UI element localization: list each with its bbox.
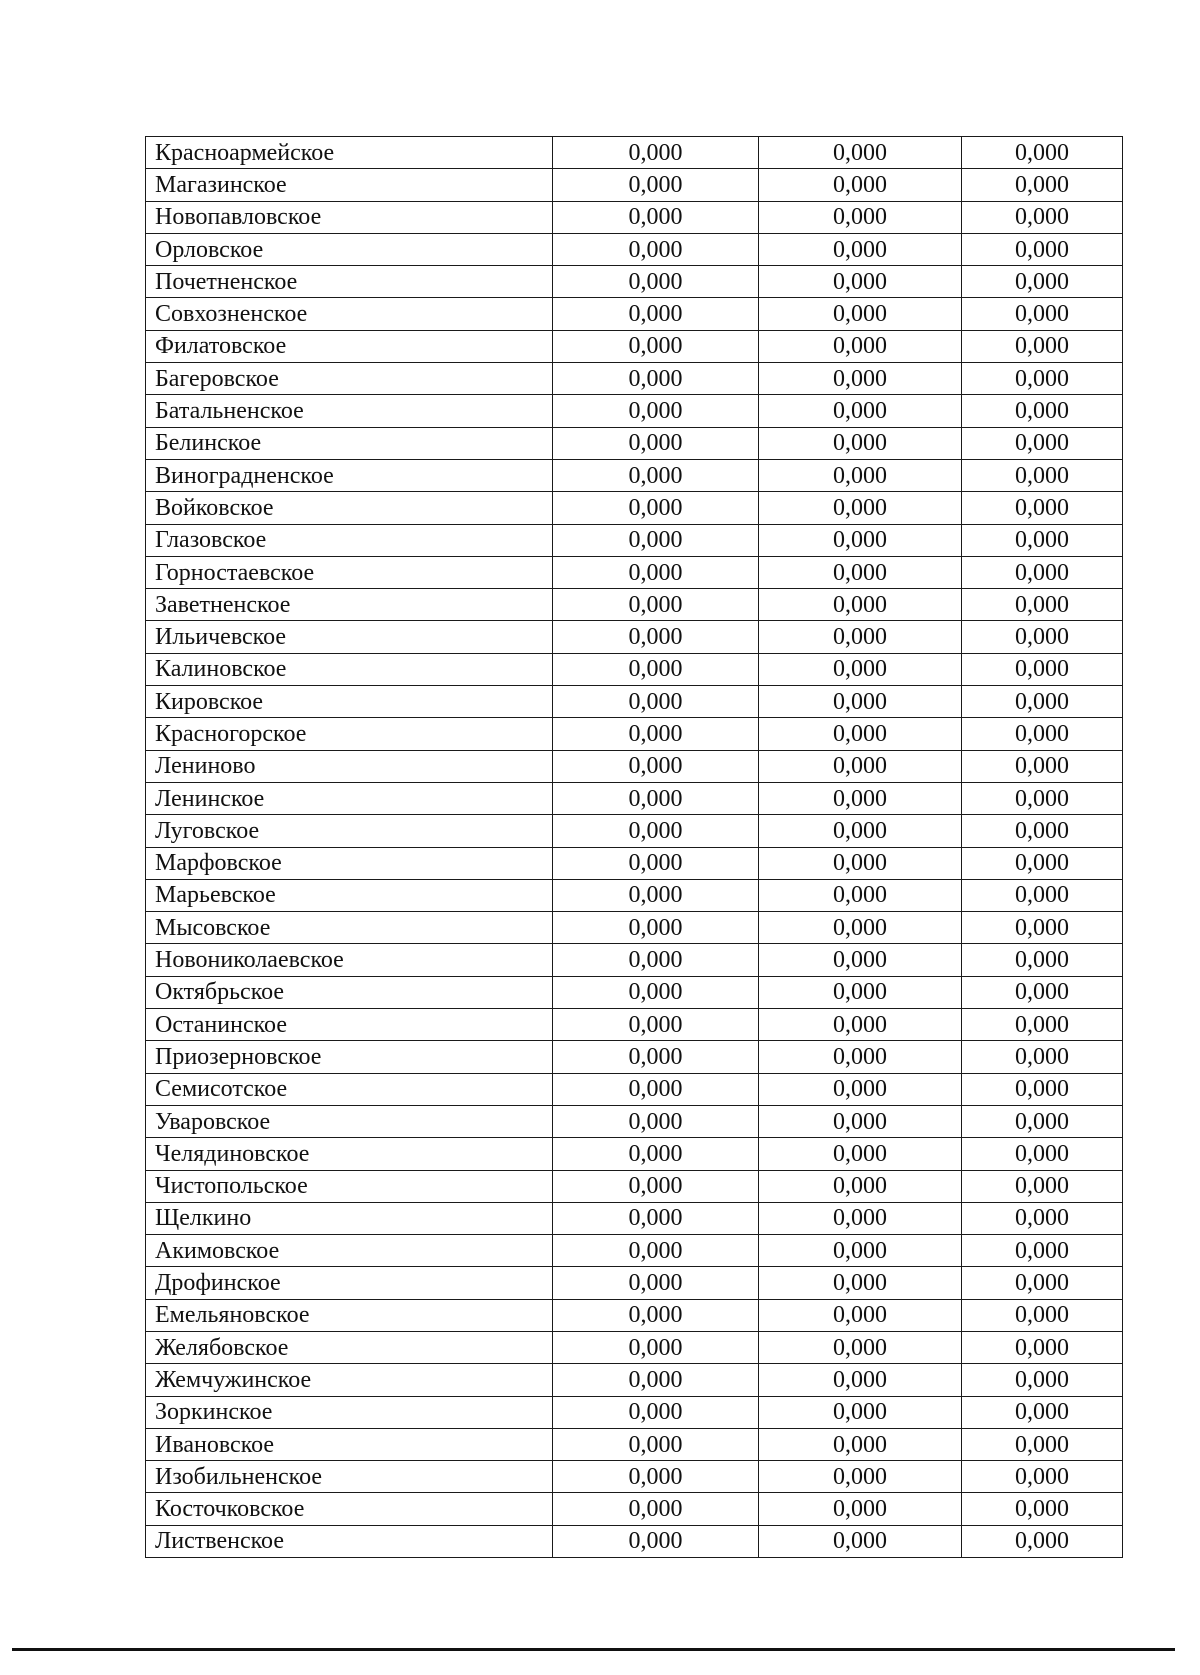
value-cell-2: 0,000 — [759, 1331, 962, 1363]
value-cell-1: 0,000 — [553, 266, 759, 298]
value-cell-2: 0,000 — [759, 976, 962, 1008]
settlement-name-cell: Семисотское — [146, 1073, 553, 1105]
value-cell-2: 0,000 — [759, 1396, 962, 1428]
value-cell-2: 0,000 — [759, 1202, 962, 1234]
value-cell-1: 0,000 — [553, 1235, 759, 1267]
table-row — [146, 137, 1123, 169]
table-row — [146, 1299, 1123, 1331]
value-cell-3: 0,000 — [962, 233, 1123, 265]
value-cell-3: 0,000 — [962, 1461, 1123, 1493]
value-cell-3: 0,000 — [962, 1331, 1123, 1363]
settlement-name-cell: Жемчужинское — [146, 1364, 553, 1396]
value-cell-2: 0,000 — [759, 1461, 962, 1493]
value-cell-3: 0,000 — [962, 1105, 1123, 1137]
value-cell-2: 0,000 — [759, 1428, 962, 1460]
table-row — [146, 492, 1123, 524]
value-cell-1: 0,000 — [553, 1396, 759, 1428]
value-cell-3: 0,000 — [962, 912, 1123, 944]
table-row — [146, 1493, 1123, 1525]
settlement-name-cell: Филатовское — [146, 330, 553, 362]
settlement-name-cell: Почетненское — [146, 266, 553, 298]
table-row — [146, 1461, 1123, 1493]
value-cell-1: 0,000 — [553, 524, 759, 556]
table-body — [146, 137, 1123, 1558]
settlement-name-cell: Челядиновское — [146, 1138, 553, 1170]
value-cell-1: 0,000 — [553, 1138, 759, 1170]
value-cell-3: 0,000 — [962, 944, 1123, 976]
value-cell-1: 0,000 — [553, 782, 759, 814]
table-row — [146, 395, 1123, 427]
value-cell-2: 0,000 — [759, 233, 962, 265]
settlement-name-cell: Магазинское — [146, 169, 553, 201]
value-cell-1: 0,000 — [553, 363, 759, 395]
settlement-name-cell: Батальненское — [146, 395, 553, 427]
value-cell-3: 0,000 — [962, 266, 1123, 298]
table-row — [146, 782, 1123, 814]
value-cell-3: 0,000 — [962, 976, 1123, 1008]
table-row — [146, 1105, 1123, 1137]
value-cell-1: 0,000 — [553, 492, 759, 524]
value-cell-2: 0,000 — [759, 653, 962, 685]
value-cell-3: 0,000 — [962, 1493, 1123, 1525]
settlement-name-cell: Лиственское — [146, 1525, 553, 1557]
settlement-name-cell: Останинское — [146, 1009, 553, 1041]
value-cell-3: 0,000 — [962, 395, 1123, 427]
settlement-name-cell: Горностаевское — [146, 556, 553, 588]
value-cell-1: 0,000 — [553, 815, 759, 847]
value-cell-3: 0,000 — [962, 686, 1123, 718]
value-cell-1: 0,000 — [553, 395, 759, 427]
table-row — [146, 718, 1123, 750]
settlement-name-cell: Кировское — [146, 686, 553, 718]
settlement-name-cell: Чистопольское — [146, 1170, 553, 1202]
value-cell-1: 0,000 — [553, 233, 759, 265]
value-cell-3: 0,000 — [962, 524, 1123, 556]
table-row — [146, 1009, 1123, 1041]
value-cell-2: 0,000 — [759, 879, 962, 911]
value-cell-1: 0,000 — [553, 1299, 759, 1331]
settlements-table — [145, 136, 1123, 1558]
settlement-name-cell: Приозерновское — [146, 1041, 553, 1073]
table-row — [146, 912, 1123, 944]
value-cell-3: 0,000 — [962, 782, 1123, 814]
settlement-name-cell: Орловское — [146, 233, 553, 265]
table-row — [146, 1041, 1123, 1073]
table-row — [146, 233, 1123, 265]
table-row — [146, 1396, 1123, 1428]
value-cell-1: 0,000 — [553, 1009, 759, 1041]
value-cell-3: 0,000 — [962, 815, 1123, 847]
value-cell-2: 0,000 — [759, 1138, 962, 1170]
value-cell-3: 0,000 — [962, 879, 1123, 911]
value-cell-1: 0,000 — [553, 718, 759, 750]
value-cell-1: 0,000 — [553, 1331, 759, 1363]
settlement-name-cell: Войковское — [146, 492, 553, 524]
value-cell-1: 0,000 — [553, 330, 759, 362]
table-row — [146, 847, 1123, 879]
value-cell-3: 0,000 — [962, 137, 1123, 169]
value-cell-3: 0,000 — [962, 589, 1123, 621]
value-cell-3: 0,000 — [962, 1267, 1123, 1299]
table-row — [146, 1073, 1123, 1105]
table-row — [146, 556, 1123, 588]
value-cell-1: 0,000 — [553, 653, 759, 685]
settlement-name-cell: Виноградненское — [146, 459, 553, 491]
value-cell-2: 0,000 — [759, 944, 962, 976]
settlement-name-cell: Уваровское — [146, 1105, 553, 1137]
settlement-name-cell: Изобильненское — [146, 1461, 553, 1493]
value-cell-1: 0,000 — [553, 1202, 759, 1234]
table-row — [146, 1235, 1123, 1267]
value-cell-2: 0,000 — [759, 621, 962, 653]
settlement-name-cell: Акимовское — [146, 1235, 553, 1267]
table-row — [146, 1428, 1123, 1460]
table-row — [146, 459, 1123, 491]
settlement-name-cell: Косточковское — [146, 1493, 553, 1525]
value-cell-1: 0,000 — [553, 201, 759, 233]
table-row — [146, 363, 1123, 395]
value-cell-3: 0,000 — [962, 718, 1123, 750]
table-row — [146, 169, 1123, 201]
value-cell-1: 0,000 — [553, 459, 759, 491]
settlement-name-cell: Мысовское — [146, 912, 553, 944]
value-cell-2: 0,000 — [759, 298, 962, 330]
settlement-name-cell: Красногорское — [146, 718, 553, 750]
value-cell-1: 0,000 — [553, 1461, 759, 1493]
value-cell-2: 0,000 — [759, 782, 962, 814]
value-cell-3: 0,000 — [962, 1073, 1123, 1105]
table-row — [146, 1331, 1123, 1363]
table-row — [146, 201, 1123, 233]
value-cell-1: 0,000 — [553, 137, 759, 169]
value-cell-2: 0,000 — [759, 330, 962, 362]
value-cell-2: 0,000 — [759, 718, 962, 750]
value-cell-2: 0,000 — [759, 266, 962, 298]
settlement-name-cell: Глазовское — [146, 524, 553, 556]
value-cell-3: 0,000 — [962, 363, 1123, 395]
value-cell-1: 0,000 — [553, 944, 759, 976]
value-cell-2: 0,000 — [759, 589, 962, 621]
table-row — [146, 1138, 1123, 1170]
value-cell-2: 0,000 — [759, 1267, 962, 1299]
value-cell-1: 0,000 — [553, 976, 759, 1008]
value-cell-1: 0,000 — [553, 1428, 759, 1460]
value-cell-1: 0,000 — [553, 912, 759, 944]
value-cell-1: 0,000 — [553, 1364, 759, 1396]
value-cell-2: 0,000 — [759, 556, 962, 588]
value-cell-2: 0,000 — [759, 201, 962, 233]
value-cell-1: 0,000 — [553, 1073, 759, 1105]
settlement-name-cell: Ивановское — [146, 1428, 553, 1460]
table-row — [146, 298, 1123, 330]
settlement-name-cell: Белинское — [146, 427, 553, 459]
value-cell-2: 0,000 — [759, 1009, 962, 1041]
value-cell-3: 0,000 — [962, 1428, 1123, 1460]
value-cell-2: 0,000 — [759, 363, 962, 395]
value-cell-2: 0,000 — [759, 427, 962, 459]
page-bottom-rule — [12, 1648, 1175, 1651]
settlement-name-cell: Ильичевское — [146, 621, 553, 653]
value-cell-2: 0,000 — [759, 912, 962, 944]
value-cell-3: 0,000 — [962, 847, 1123, 879]
settlement-name-cell: Емельяновское — [146, 1299, 553, 1331]
value-cell-2: 0,000 — [759, 1073, 962, 1105]
value-cell-2: 0,000 — [759, 1170, 962, 1202]
settlement-name-cell: Щелкино — [146, 1202, 553, 1234]
settlement-name-cell: Желябовское — [146, 1331, 553, 1363]
value-cell-1: 0,000 — [553, 879, 759, 911]
value-cell-1: 0,000 — [553, 1105, 759, 1137]
value-cell-2: 0,000 — [759, 137, 962, 169]
table-row — [146, 686, 1123, 718]
settlement-name-cell: Красноармейское — [146, 137, 553, 169]
value-cell-2: 0,000 — [759, 847, 962, 879]
value-cell-3: 0,000 — [962, 750, 1123, 782]
table-row — [146, 976, 1123, 1008]
value-cell-1: 0,000 — [553, 621, 759, 653]
table-row — [146, 524, 1123, 556]
settlement-name-cell: Ленинское — [146, 782, 553, 814]
table-row — [146, 266, 1123, 298]
table-row — [146, 621, 1123, 653]
value-cell-3: 0,000 — [962, 1235, 1123, 1267]
value-cell-2: 0,000 — [759, 1105, 962, 1137]
settlement-name-cell: Новониколаевское — [146, 944, 553, 976]
value-cell-2: 0,000 — [759, 1041, 962, 1073]
value-cell-2: 0,000 — [759, 459, 962, 491]
value-cell-3: 0,000 — [962, 492, 1123, 524]
table-row — [146, 427, 1123, 459]
value-cell-3: 0,000 — [962, 427, 1123, 459]
value-cell-1: 0,000 — [553, 556, 759, 588]
value-cell-2: 0,000 — [759, 524, 962, 556]
value-cell-2: 0,000 — [759, 1525, 962, 1557]
value-cell-2: 0,000 — [759, 395, 962, 427]
table-row — [146, 653, 1123, 685]
value-cell-2: 0,000 — [759, 686, 962, 718]
value-cell-3: 0,000 — [962, 556, 1123, 588]
value-cell-3: 0,000 — [962, 1299, 1123, 1331]
value-cell-1: 0,000 — [553, 169, 759, 201]
value-cell-1: 0,000 — [553, 750, 759, 782]
value-cell-1: 0,000 — [553, 1525, 759, 1557]
table-row — [146, 815, 1123, 847]
value-cell-3: 0,000 — [962, 459, 1123, 491]
settlement-name-cell: Дрофинское — [146, 1267, 553, 1299]
settlement-name-cell: Марьевское — [146, 879, 553, 911]
value-cell-3: 0,000 — [962, 1170, 1123, 1202]
value-cell-1: 0,000 — [553, 847, 759, 879]
value-cell-3: 0,000 — [962, 653, 1123, 685]
settlement-name-cell: Зоркинское — [146, 1396, 553, 1428]
value-cell-2: 0,000 — [759, 169, 962, 201]
value-cell-3: 0,000 — [962, 201, 1123, 233]
settlement-name-cell: Заветненское — [146, 589, 553, 621]
value-cell-3: 0,000 — [962, 1009, 1123, 1041]
value-cell-2: 0,000 — [759, 1299, 962, 1331]
value-cell-3: 0,000 — [962, 621, 1123, 653]
settlement-name-cell: Совхозненское — [146, 298, 553, 330]
table-row — [146, 1202, 1123, 1234]
value-cell-3: 0,000 — [962, 1041, 1123, 1073]
value-cell-3: 0,000 — [962, 1138, 1123, 1170]
value-cell-1: 0,000 — [553, 1267, 759, 1299]
settlement-name-cell: Калиновское — [146, 653, 553, 685]
settlement-name-cell: Октябрьское — [146, 976, 553, 1008]
value-cell-1: 0,000 — [553, 686, 759, 718]
table-row — [146, 1267, 1123, 1299]
value-cell-1: 0,000 — [553, 1170, 759, 1202]
table-row — [146, 750, 1123, 782]
table-row — [146, 589, 1123, 621]
value-cell-1: 0,000 — [553, 298, 759, 330]
settlement-name-cell: Марфовское — [146, 847, 553, 879]
value-cell-3: 0,000 — [962, 298, 1123, 330]
table-row — [146, 330, 1123, 362]
value-cell-3: 0,000 — [962, 1525, 1123, 1557]
value-cell-2: 0,000 — [759, 1493, 962, 1525]
value-cell-1: 0,000 — [553, 1493, 759, 1525]
value-cell-1: 0,000 — [553, 589, 759, 621]
value-cell-1: 0,000 — [553, 1041, 759, 1073]
table-row — [146, 1170, 1123, 1202]
table-row — [146, 1364, 1123, 1396]
value-cell-3: 0,000 — [962, 1396, 1123, 1428]
table-row — [146, 879, 1123, 911]
value-cell-3: 0,000 — [962, 330, 1123, 362]
value-cell-2: 0,000 — [759, 1364, 962, 1396]
table-row — [146, 1525, 1123, 1557]
value-cell-2: 0,000 — [759, 750, 962, 782]
table-row — [146, 944, 1123, 976]
settlement-name-cell: Багеровское — [146, 363, 553, 395]
value-cell-2: 0,000 — [759, 1235, 962, 1267]
settlement-name-cell: Новопавловское — [146, 201, 553, 233]
settlement-name-cell: Лениново — [146, 750, 553, 782]
value-cell-3: 0,000 — [962, 169, 1123, 201]
settlement-name-cell: Луговское — [146, 815, 553, 847]
value-cell-3: 0,000 — [962, 1364, 1123, 1396]
value-cell-2: 0,000 — [759, 815, 962, 847]
value-cell-3: 0,000 — [962, 1202, 1123, 1234]
value-cell-2: 0,000 — [759, 492, 962, 524]
value-cell-1: 0,000 — [553, 427, 759, 459]
